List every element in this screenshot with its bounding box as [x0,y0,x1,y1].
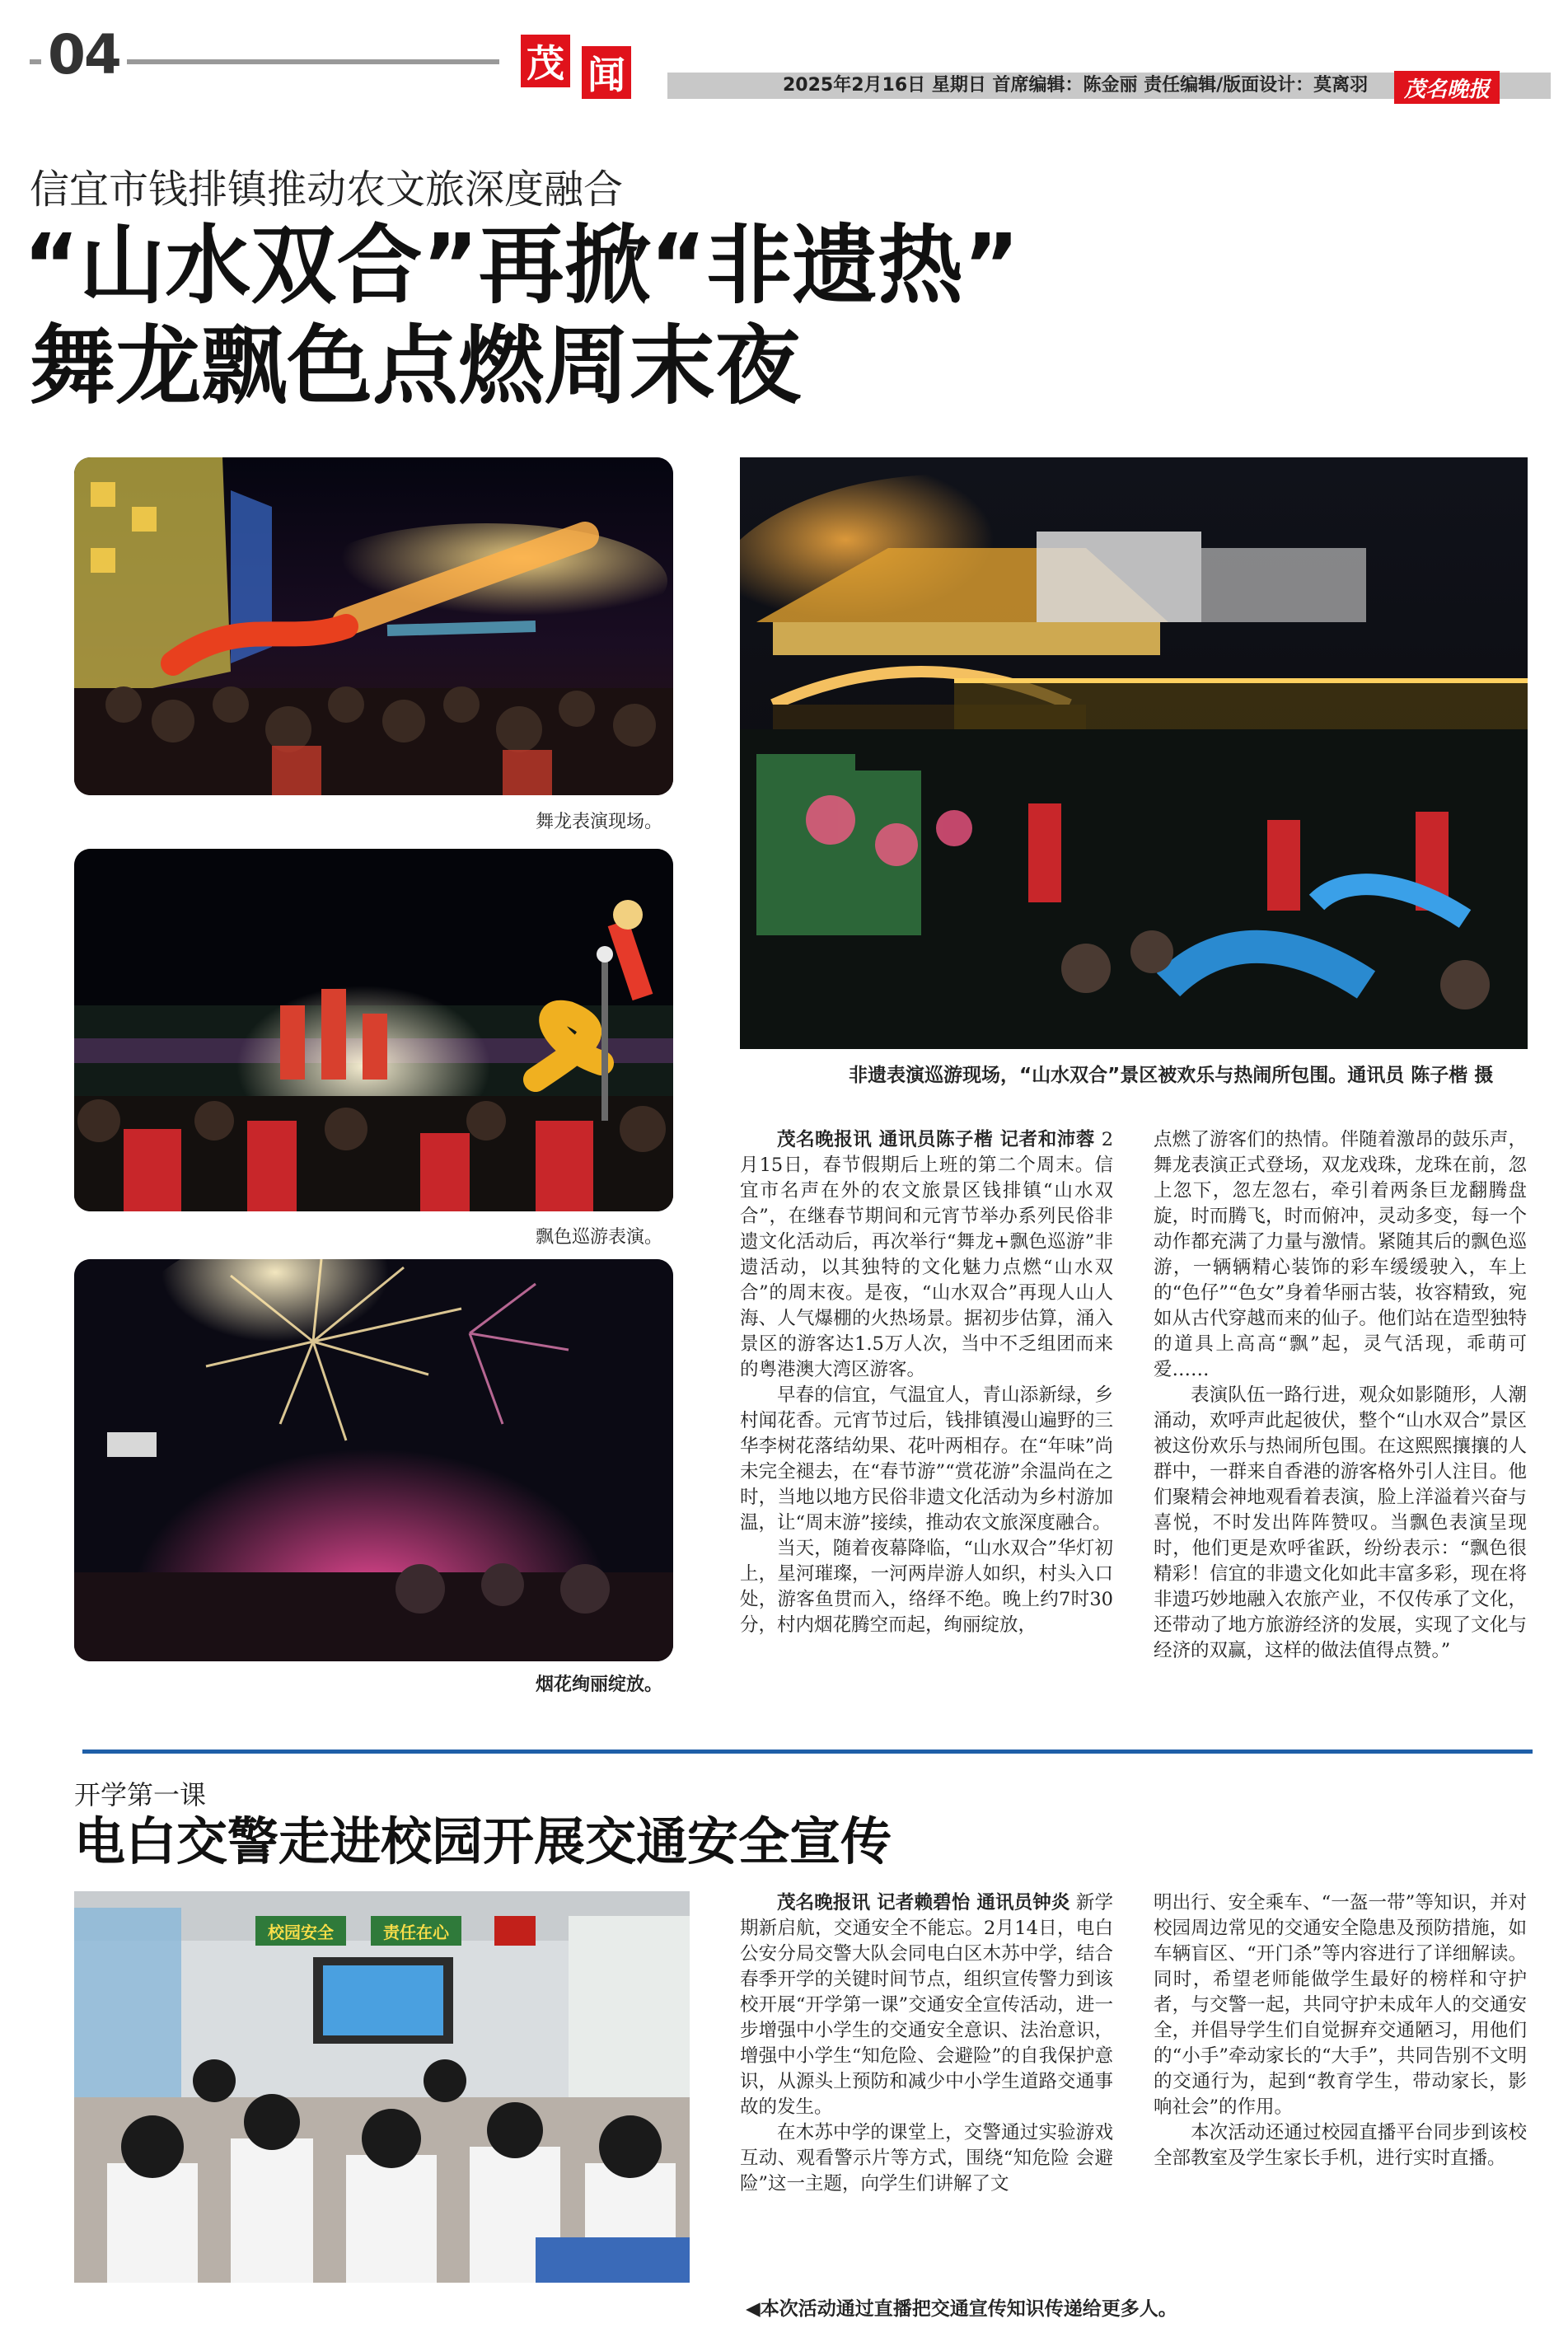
article2-col1-p1 [740,1890,1113,2120]
article2-col1-p1-text: 新学期新启航，交通安全不能忘。2月14日，电白公安分局交警大队会同电白区木苏中学，结合春季开学的关键时间节点，组织宣传警力到该校开展“开学第一课”交通安全宣传活动，进一步增强中小学生的交通安全意识、法治意识，增强中小学生“知危险、会避险”的自我保护意识，从源头上预防和减少中小学生道路交通事故的发生。 [740,1892,1113,2118]
article1-col1-p1 [740,1127,1113,1383]
article2-col2-p2: 本次活动还通过校园直播平台同步到该校全部教室及学生家长手机，进行实时直播。 [1154,2122,1527,2169]
photo-main-parade [740,457,1528,1049]
photo-piaose-parade [74,849,673,1211]
page-number [41,23,127,87]
section-char-2 [582,46,631,99]
article2-byline: 茂名晚报讯 记者赖碧怡 通讯员钟炎 [777,1892,1070,1913]
caption-dragon-dance: 舞龙表演现场。 [536,812,663,832]
section-divider [82,1750,1533,1754]
classroom-banner-left: 校园安全 [268,1923,334,1942]
section-char-1-text: 茂 [527,41,564,86]
article1-col2-p1: 点燃了游客们的热情。伴随着激昂的鼓乐声，舞龙表演正式登场，双龙戏珠，龙珠在前，忽上忽下，忽左忽右，牵引着两条巨龙翻腾盘旋，时而腾飞，时而俯冲，灵动多变，每一个动作都充满了力量与激情。紧随其后的飘色巡游，一辆辆精心装饰的彩车缓缓驶入，车上的“色仔”“色女”身着华丽古装，妆容精致，宛如从古代穿越而来的仙子。他们站在造型独特的道具上高高“飘”起，灵气活现，乖萌可爱…… [1154,1129,1527,1380]
newspaper-logo [1394,71,1500,104]
article1-col1-p2: 早春的信宜，气温宜人，青山添新绿，乡村闻花香。元宵节过后，钱排镇漫山遍野的三华李树花落结幼果、花叶两相存。在“年味”尚未完全褪去，在“春节游”“赏花游”余温尚在之时，当地以地方民俗非遗文化活动为乡村游加温，让“周末游”接续，推动农文旅深度融合。 [740,1384,1113,1534]
article2-col2-p1: 明出行、安全乘车、“一盔一带”等知识，并对校园周边常见的交通安全隐患及预防措施，如车辆盲区、“开门杀”等内容进行了详细解读。同时，希望老师能做学生最好的榜样和守护者，与交警一起，共同守护未成年人的交通安全，并倡导学生们自觉摒弃交通陋习，用他们的“小手”牵动家长的“大手”，共同告别不文明的交通行为，起到“教育学生，带动家长，影响社会”的作用。 [1154,1892,1527,2118]
article1-column2 [1154,1127,1527,1664]
article1-byline: 茂名晚报讯 通讯员陈子楷 记者和沛蓉 [777,1129,1095,1150]
article1-headline-line1: “山水双合”再掀“非遗热” [23,215,1020,316]
photo-fireworks [74,1259,673,1661]
section-char-1 [521,35,570,87]
article2-kicker: 开学第一课 [74,1779,207,1810]
caption-piaose-parade: 飘色巡游表演。 [536,1227,663,1248]
header-meta: 2025年2月16日 星期日 首席编辑：陈金丽 责任编辑/版面设计：莫离羽 [783,75,1369,96]
caption-fireworks: 烟花绚丽绽放。 [536,1675,663,1695]
article2-col1-p2: 在木苏中学的课堂上，交警通过实验游戏互动、观看警示片等方式，围绕“知危险 会避险”这一主题，向学生们讲解了文 [740,2122,1113,2195]
article1-kicker: 信宜市钱排镇推动农文旅深度融合 [30,166,624,213]
article2-column2 [1154,1890,1527,2171]
article1-col1-p1-text: 2月15日，春节假期后上班的第二个周末。信宜市名声在外的农文旅景区钱排镇“山水双合”，在继春节期间和元宵节举办系列民俗非遗文化活动后，再次举行“舞龙+飘色巡游”非遗活动，以其独特的文化魅力点燃“山水双合”的周末夜。是夜，“山水双合”再现人山人海、人气爆棚的火热场景。据初步估算，涌入景区的游客达1.5万人次，当中不乏组团而来的粤港澳大湾区游客。 [740,1129,1114,1380]
photo-dragon-dance [74,457,673,795]
caption-main-parade: 非遗表演巡游现场，“山水双合”景区被欢乐与热闹所包围。通讯员 陈子楷 摄 [849,1065,1494,1086]
article2-column1 [740,1890,1113,2197]
page-number-text: 04 [48,23,120,87]
article1-headline-line2: 舞龙飘色点燃周末夜 [30,316,802,416]
caption-classroom: ◀本次活动通过直播把交通宣传知识传递给更多人。 [746,2298,1177,2320]
article1-col2-p2: 表演队伍一路行进，观众如影随形，人潮涌动，欢呼声此起彼伏，整个“山水双合”景区被这份欢乐与热闹所包围。在这熙熙攘攘的人群中，一群来自香港的游客格外引人注目。他们聚精会神地观看着表演，脸上洋溢着兴奋与喜悦，不时发出阵阵赞叹。当飘色表演呈现时，他们更是欢呼雀跃，纷纷表示：“飘色很精彩！信宜的非遗文化如此丰富多彩，现在将非遗巧妙地融入农旅产业，不仅传承了文化，还带动了地方旅游经济的发展，实现了文化与经济的双赢，这样的做法值得点赞。” [1154,1384,1527,1661]
section-char-2-text: 闻 [587,53,625,97]
classroom-banner-right: 责任在心 [383,1923,449,1942]
photo-classroom [74,1891,690,2283]
newspaper-logo-text: 茂名晚报 [1403,77,1490,102]
article1-column1 [740,1127,1113,1638]
article2-headline: 电白交警走进校园开展交通安全宣传 [74,1811,892,1871]
article1-col1-p3: 当天，随着夜幕降临，“山水双合”华灯初上，星河璀璨，一河两岸游人如织，村头入口处，游客鱼贯而入，络绎不绝。晚上约7时30分，村内烟花腾空而起，绚丽绽放， [740,1538,1113,1636]
